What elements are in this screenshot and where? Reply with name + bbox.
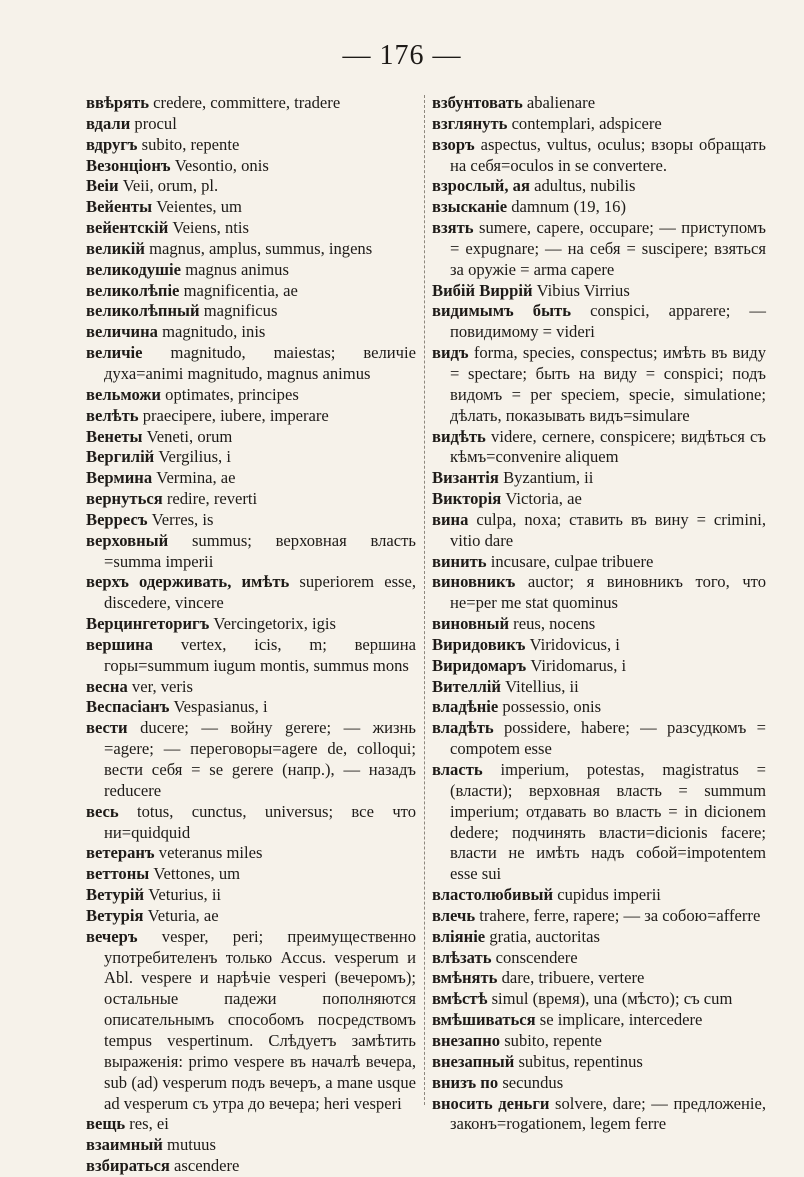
entry-definition: Byzantium, ii	[503, 468, 594, 488]
dictionary-entry	[86, 510, 416, 531]
entry-headword: властолюбивый	[432, 885, 554, 905]
entry-definition: forma, species, conspectus; имѣть въ виду = spectare; быть на виду = conspici; подъ видомъ = per speciem, specie, simulatione; дѣлать, показывать видъ=simulare	[450, 343, 766, 425]
dictionary-entry	[86, 802, 416, 844]
entry-definition: subito, repente	[504, 1030, 602, 1050]
entry-definition: superiorem esse, discedere, vincere	[104, 572, 416, 613]
entry-definition: Victoria, ae	[505, 489, 582, 509]
entry-headword: вдали	[86, 113, 131, 133]
entry-headword: вина	[432, 509, 469, 529]
entry-definition: abalienare	[526, 93, 596, 112]
entry-headword: веттоны	[86, 864, 150, 884]
entry-headword: внезапно	[432, 1030, 501, 1050]
entry-headword: вейентскій	[86, 218, 169, 238]
dictionary-entry	[86, 156, 416, 177]
entry-headword: вельможи	[86, 384, 161, 404]
dictionary-entry	[432, 635, 766, 656]
dictionary-entry	[432, 114, 766, 135]
dictionary-entry	[86, 239, 416, 260]
entry-headword: Вибій Виррій	[432, 280, 533, 300]
entry-headword: владѣніе	[432, 697, 499, 717]
entry-headword: взоръ	[432, 134, 475, 154]
entry-definition: Vettones, um	[153, 864, 241, 884]
entry-headword: вдругъ	[86, 134, 138, 154]
entry-definition: procul	[134, 113, 177, 133]
entry-headword: великолѣпіе	[86, 280, 180, 300]
entry-definition: cupidus imperii	[557, 885, 661, 905]
entry-definition: videre, cernere, conspicere; видѣться съ кѣмъ=convenire aliquem	[450, 426, 766, 467]
entry-headword: видѣть	[432, 426, 486, 446]
entry-headword: Везонціонъ	[86, 155, 171, 175]
entry-definition: Vespasianus, i	[173, 697, 268, 717]
dictionary-entry	[432, 968, 766, 989]
entry-definition: contemplari, adspicere	[511, 113, 662, 133]
dictionary-entry	[432, 468, 766, 489]
dictionary-entry	[86, 322, 416, 343]
entry-headword: Венеты	[86, 426, 143, 446]
dictionary-entry	[432, 1073, 766, 1094]
entry-definition: gratia, auctoritas	[489, 926, 600, 946]
entry-definition: conspici, apparere; — повидимому = videri	[450, 301, 766, 342]
entry-headword: Вермина	[86, 468, 153, 488]
dictionary-entry	[432, 927, 766, 948]
entry-definition: Vitellius, ii	[505, 676, 579, 696]
entry-definition: veteranus miles	[158, 843, 263, 863]
entry-headword: вести	[86, 718, 128, 738]
entry-definition: dare, tribuere, vertere	[501, 968, 645, 988]
entry-headword: вернуться	[86, 489, 163, 509]
entry-definition: subitus, repentinus	[518, 1051, 643, 1071]
entry-headword: Виридовикъ	[432, 634, 526, 654]
entry-headword: вліяніе	[432, 926, 486, 946]
dictionary-entry	[432, 1010, 766, 1031]
entry-headword: Викторія	[432, 489, 502, 509]
dictionary-entry	[86, 718, 416, 801]
entry-headword: Вителлій	[432, 676, 501, 696]
entry-headword: виновникъ	[432, 572, 516, 592]
entry-definition: vertex, icis, m; вершина горы=summum iugum montis, summus mons	[104, 634, 416, 675]
dictionary-entry	[86, 301, 416, 322]
dictionary-entry	[86, 427, 416, 448]
entry-headword: вмѣстѣ	[432, 989, 488, 1009]
dictionary-entry	[86, 843, 416, 864]
entry-headword: внезапный	[432, 1051, 515, 1071]
dictionary-entry	[86, 447, 416, 468]
column-divider	[424, 95, 425, 1105]
dictionary-entry	[86, 135, 416, 156]
entry-definition: vesper, peri; преимущественно употребителенъ только Accus. vesperum и Abl. vespere и нарѣчіе vesperi (вечеромъ); остальные падежи пополняются описательнымъ способомъ посредствомъ tempus vespertinum. Слѣдуетъ замѣтить выраженія: primo vespere въ началѣ вечера, sub (ad) vesperum подъ вечеръ, a mane usque ad vesperum съ утра до вечера; heri vesperi	[104, 926, 416, 1113]
entry-definition: res, ei	[129, 1114, 169, 1134]
entry-headword: видимымъ быть	[432, 301, 571, 321]
dictionary-entry	[86, 406, 416, 427]
entry-definition: culpa, noxa; ставить въ вину = crimini, vitio dare	[450, 509, 766, 550]
dictionary-entry	[86, 1114, 416, 1135]
entry-definition: ver, veris	[131, 676, 193, 696]
entry-definition: Veturius, ii	[148, 885, 222, 905]
entry-headword: весь	[86, 801, 119, 821]
dictionary-entry	[432, 989, 766, 1010]
entry-definition: Viridomarus, i	[530, 655, 627, 675]
entry-definition: subito, repente	[141, 134, 240, 154]
entry-definition: Vercingetorix, igis	[213, 614, 337, 634]
dictionary-entry	[432, 93, 766, 114]
entry-headword: влѣзать	[432, 947, 492, 967]
dictionary-entry	[432, 427, 766, 469]
entry-definition: Veii, orum, pl.	[122, 176, 219, 196]
left-column	[86, 93, 416, 1177]
entry-headword: вмѣнять	[432, 968, 498, 988]
dictionary-entry	[432, 301, 766, 343]
entry-headword: владѣть	[432, 718, 494, 738]
entry-definition: magnificentia, ae	[183, 280, 298, 300]
dictionary-entry	[86, 614, 416, 635]
dictionary-entry	[86, 906, 416, 927]
entry-headword: влечь	[432, 905, 476, 925]
entry-definition: Viridovicus, i	[529, 634, 620, 654]
dictionary-entry	[86, 531, 416, 573]
entry-definition: magnificus	[203, 301, 278, 321]
entry-headword: взбираться	[86, 1156, 170, 1176]
entry-definition: Vergilius, i	[158, 447, 231, 467]
dictionary-entry	[86, 489, 416, 510]
entry-definition: mutuus	[167, 1135, 216, 1155]
entry-definition: magnitudo, inis	[162, 322, 266, 342]
dictionary-entry	[432, 510, 766, 552]
entry-definition: conscendere	[495, 947, 578, 967]
dictionary-entry	[432, 1094, 766, 1136]
dictionary-entry	[86, 635, 416, 677]
dictionary-entry	[86, 864, 416, 885]
entry-definition: sumere, capere, occupare; — приступомъ = expugnare; — на себя = suscipere; взяться за оружіе = arma capere	[450, 218, 766, 279]
entry-definition: ducere; — войну gerere; — жизнь =agere; — переговоры=agere de, colloqui; вести себя = se gerere (напр.), — назадъ reducere	[104, 718, 416, 800]
entry-headword: Ветурій	[86, 885, 145, 905]
dictionary-entry	[86, 1135, 416, 1156]
dictionary-entry	[432, 135, 766, 177]
entry-headword: верховный	[86, 530, 169, 550]
dictionary-entry	[86, 197, 416, 218]
entry-headword: вносить деньги	[432, 1093, 550, 1113]
entry-headword: ветеранъ	[86, 843, 155, 863]
entry-headword: вмѣшиваться	[432, 1010, 536, 1030]
entry-definition: solvere, dare; — предложеніе, законъ=rogationem, legem ferre	[450, 1093, 766, 1134]
dictionary-entry	[432, 197, 766, 218]
entry-definition: magnus, amplus, summus, ingens	[149, 238, 373, 258]
entry-headword: взять	[432, 218, 474, 238]
dictionary-entry	[432, 218, 766, 281]
entry-headword: взбунтовать	[432, 93, 523, 112]
entry-headword: видъ	[432, 343, 469, 363]
entry-headword: Византія	[432, 468, 499, 488]
dictionary-entry	[86, 218, 416, 239]
entry-definition: damnum (19, 16)	[511, 197, 627, 217]
entry-definition: incusare, culpae tribuere	[490, 551, 654, 571]
dictionary-entry	[432, 1031, 766, 1052]
entry-definition: ascendere	[174, 1156, 240, 1176]
entry-definition: Verres, is	[151, 509, 214, 529]
right-column	[432, 93, 766, 1135]
entry-definition: possessio, onis	[502, 697, 602, 717]
entry-headword: вершина	[86, 634, 153, 654]
entry-headword: велѣть	[86, 405, 139, 425]
entry-definition: aspectus, vultus, oculus; взоры обращать на себя=oculos in se convertere.	[450, 134, 766, 175]
entry-headword: винить	[432, 551, 487, 571]
dictionary-entry	[432, 1052, 766, 1073]
dictionary-entry	[432, 176, 766, 197]
entry-definition: Veientes, um	[156, 197, 242, 217]
dictionary-entry	[432, 489, 766, 510]
dictionary-entry	[86, 572, 416, 614]
dictionary-entry	[432, 572, 766, 614]
dictionary-entry	[86, 114, 416, 135]
entry-headword: Вейенты	[86, 197, 153, 217]
dictionary-entry	[86, 385, 416, 406]
entry-headword: взаимный	[86, 1135, 163, 1155]
entry-headword: Верресъ	[86, 509, 148, 529]
entry-definition: se implicare, intercedere	[539, 1010, 703, 1030]
dictionary-entry	[86, 697, 416, 718]
dictionary-entry	[432, 614, 766, 635]
dictionary-entry	[86, 885, 416, 906]
entry-definition: possidere, habere; — разсудкомъ = compotem esse	[450, 718, 767, 759]
entry-definition: imperium, potestas, magistratus = (власти); верховная власть = summum imperium; отдавать во власть = in dicionem dedere; подчинять власти=dicionis facere; власти не имѣть надъ собой=impotentem esse sui	[450, 760, 766, 884]
entry-headword: великій	[86, 238, 145, 258]
entry-headword: вещь	[86, 1114, 126, 1134]
entry-definition: Vesontio, onis	[174, 155, 269, 175]
page-number: — 176 —	[342, 40, 462, 71]
entry-headword: Вергилій	[86, 447, 155, 467]
entry-definition: credere, committere, tradere	[153, 93, 341, 112]
dictionary-entry	[86, 260, 416, 281]
dictionary-entry	[432, 281, 766, 302]
entry-definition: optimates, principes	[165, 384, 299, 404]
entry-definition: magnus animus	[185, 259, 289, 279]
dictionary-entry	[432, 697, 766, 718]
dictionary-entry	[432, 760, 766, 885]
entry-headword: взглянуть	[432, 113, 508, 133]
entry-headword: виновный	[432, 614, 510, 634]
dictionary-entry	[86, 677, 416, 698]
entry-headword: Верцингеторигъ	[86, 614, 210, 634]
entry-definition: redire, reverti	[166, 489, 258, 509]
entry-headword: верхъ одерживать, имѣть	[86, 572, 290, 592]
entry-definition: auctor; я виновникъ того, что не=per me stat quominus	[450, 572, 766, 613]
entry-definition: Veneti, orum	[146, 426, 233, 446]
entry-definition: summus; верховная власть =summa imperii	[104, 530, 416, 571]
entry-definition: Vermina, ae	[156, 468, 236, 488]
entry-definition: simul (время), una (мѣсто); съ cum	[491, 989, 733, 1009]
dictionary-entry	[432, 948, 766, 969]
dictionary-entry	[86, 927, 416, 1115]
entry-definition: reus, nocens	[513, 614, 596, 634]
dictionary-entry	[86, 343, 416, 385]
entry-definition: magnitudo, maiestas; величіе духа=animi magnitudo, magnus animus	[104, 343, 416, 383]
dictionary-entry	[432, 552, 766, 573]
entry-headword: Ветурія	[86, 905, 144, 925]
entry-headword: власть	[432, 760, 483, 779]
entry-headword: ввѣрять	[86, 93, 150, 112]
dictionary-entry	[86, 468, 416, 489]
dictionary-entry	[432, 906, 766, 927]
entry-definition: secundus	[502, 1072, 564, 1092]
entry-definition: Veturia, ae	[147, 905, 219, 925]
entry-headword: взрослый, ая	[432, 176, 530, 196]
entry-definition: adultus, nubilis	[534, 176, 636, 196]
entry-definition: totus, cunctus, universus; все что ни=quidquid	[104, 801, 416, 842]
dictionary-entry	[86, 93, 416, 114]
dictionary-entry	[432, 343, 766, 426]
entry-headword: взысканіе	[432, 197, 508, 217]
dictionary-entry	[86, 281, 416, 302]
entry-definition: Vibius Virrius	[536, 280, 630, 300]
entry-headword: вечеръ	[86, 926, 138, 946]
dictionary-entry	[86, 176, 416, 197]
dictionary-entry	[432, 885, 766, 906]
entry-headword: Веіи	[86, 176, 119, 196]
entry-definition: trahere, ferre, rapere; — за собою=afferre	[479, 905, 761, 925]
dictionary-entry	[432, 656, 766, 677]
entry-headword: весна	[86, 676, 128, 696]
entry-headword: Веспасіанъ	[86, 697, 170, 717]
entry-headword: великолѣпный	[86, 301, 200, 321]
dictionary-entry	[432, 718, 766, 760]
entry-headword: внизъ по	[432, 1072, 499, 1092]
entry-headword: величіе	[86, 343, 143, 363]
entry-headword: величина	[86, 322, 158, 342]
entry-headword: великодушіе	[86, 259, 182, 279]
dictionary-entry	[86, 1156, 416, 1177]
entry-headword: Виридомаръ	[432, 655, 527, 675]
dictionary-entry	[432, 677, 766, 698]
entry-definition: praecipere, iubere, imperare	[142, 405, 329, 425]
entry-definition: Veiens, ntis	[172, 218, 249, 238]
